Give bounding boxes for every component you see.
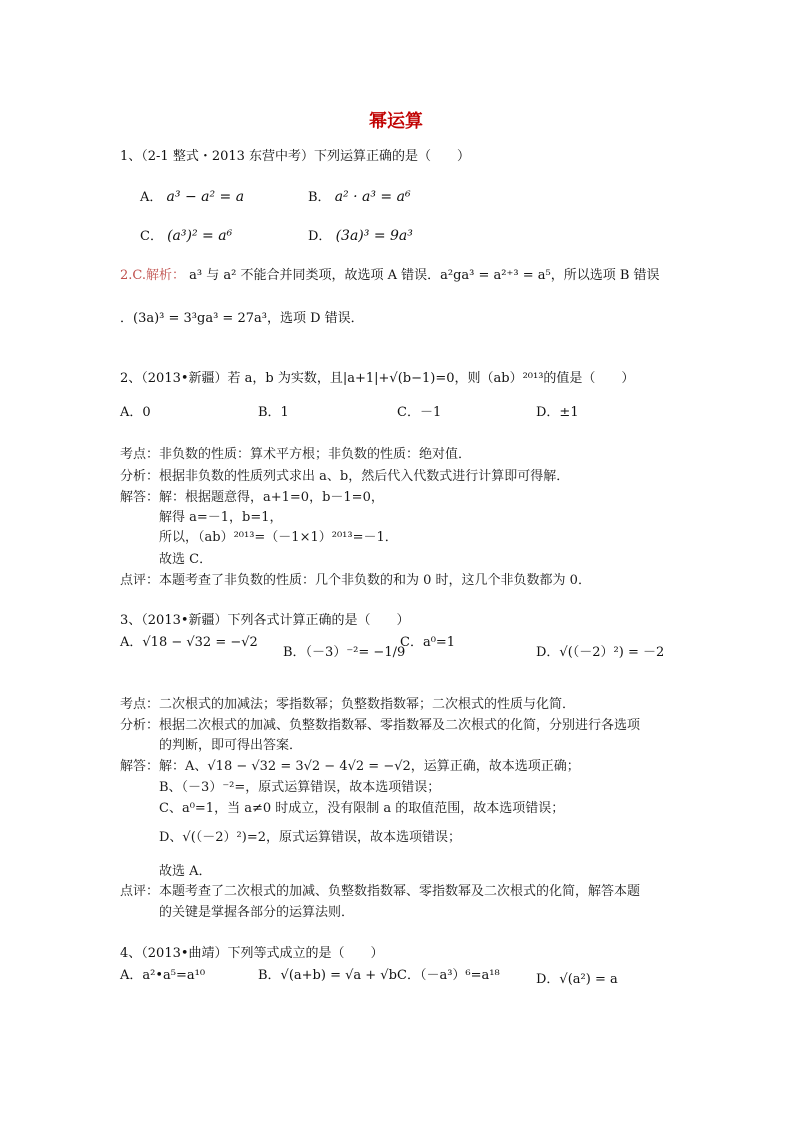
q1-option-a-label: A． [140,190,163,205]
q3-jieda-1: 解答：解：A、√18 − √32 = 3√2 − 4√2 = −√2，运算正确，故本选项正确； [120,759,580,774]
q4-option-c: C．（－a³）⁶=a¹⁸ [397,968,500,983]
q2-option-a: A．0 [120,405,151,420]
q2-jieda-2: 解得 a=－1，b=1， [159,510,283,525]
q2-jieda-1: 解答：解：根据题意得，a+1=0，b－1=0， [120,490,384,505]
q2-jieda-4: 故选 C． [159,552,213,567]
q1-answer-head: 2.C.解析： [120,268,186,283]
q3-dianping-1: 点评：本题考查了二次根式的加减、负整数指数幂、零指数幂及二次根式的化简，解答本题 [120,884,641,899]
q2-option-c: C．－1 [397,405,442,420]
q1-option-b-label: B． [308,190,331,205]
q1-answer-text1: a³ 与 a² 不能合并同类项，故选项 A 错误．a²ga³ = a²⁺³ = a⁵，所以选项 B 错误 [189,268,660,283]
q4-option-a: A．a²•a⁵=a¹⁰ [120,968,206,983]
q3-jieda-4: D、√(（－2）²)=2，原式运算错误，故本选项错误； [159,830,461,845]
q4-stem: 4、（2013•曲靖）下列等式成立的是（ ） [120,946,384,961]
q1-option-d-expr: (3a)³ = 9a³ [335,228,413,244]
q1-option-c [140,225,232,244]
q2-jieda-3: 所以，（ab）²⁰¹³=（－1×1）²⁰¹³=－1． [159,530,398,545]
q1-option-d [308,225,413,244]
q1-answer-line1 [120,264,660,283]
q1-option-a [140,186,244,205]
q3-option-d: D．√(（－2）²) = －2 [536,645,665,660]
q1-option-b [308,186,411,205]
q2-stem: 2、（2013•新疆）若 a，b 为实数，且|a+1|+√(b−1)=0，则（ab）²⁰¹³的值是（ ） [120,371,635,386]
q1-option-a-expr: a³ − a² = a [166,189,245,205]
q3-fenxi-2: 的判断，即可得出答案． [159,738,303,753]
q2-kaodian: 考点：非负数的性质：算术平方根；非负数的性质：绝对值． [120,447,472,462]
q2-dianping: 点评：本题考查了非负数的性质：几个非负数的和为 0 时，这几个非负数都为 0． [120,573,591,588]
q3-jieda-2: B、（－3）⁻²=，原式运算错误，故本选项错误； [159,780,441,795]
q3-dianping-2: 的关键是掌握各部分的运算法则． [159,905,355,920]
q1-option-d-label: D． [308,229,332,244]
q1-answer-line2: ．(3a)³ = 3³ga³ = 27a³，选项 D 错误． [120,311,364,326]
q1-option-c-label: C． [140,229,163,244]
q3-option-c: C．a⁰=1 [400,635,456,650]
q1-stem: 1、（2-1 整式・2013 东营中考）下列运算正确的是（ ） [120,149,471,164]
q4-option-b: B．√(a+b) = √a + √b [258,968,397,983]
q3-kaodian: 考点：二次根式的加减法；零指数幂；负整数指数幂；二次根式的性质与化简． [120,697,576,712]
page-title: 幂运算 [369,111,423,132]
q3-option-b: B．（－3）⁻²= −1/9 [283,645,406,660]
q3-stem: 3、（2013•新疆）下列各式计算正确的是（ ） [120,613,410,628]
q2-fenxi: 分析：根据非负数的性质列式求出 a、b，然后代入代数式进行计算即可得解． [120,469,570,484]
q1-option-c-expr: (a³)² = a⁶ [167,228,233,244]
q3-jieda-3: C、a⁰=1，当 a≠0 时成立，没有限制 a 的取值范围，故本选项错误； [159,801,565,816]
q3-option-a: A．√18 − √32 = −√2 [120,635,258,650]
q1-option-b-expr: a² · a³ = a⁶ [334,189,411,205]
q2-option-b: B．1 [258,405,289,420]
q3-jieda-5: 故选 A． [159,864,212,879]
q3-fenxi-1: 分析：根据二次根式的加减、负整数指数幂、零指数幂及二次根式的化简，分别进行各选项 [120,718,641,733]
q2-option-d: D．±1 [536,405,579,420]
q4-option-d: D．√(a²) = a [536,972,618,987]
